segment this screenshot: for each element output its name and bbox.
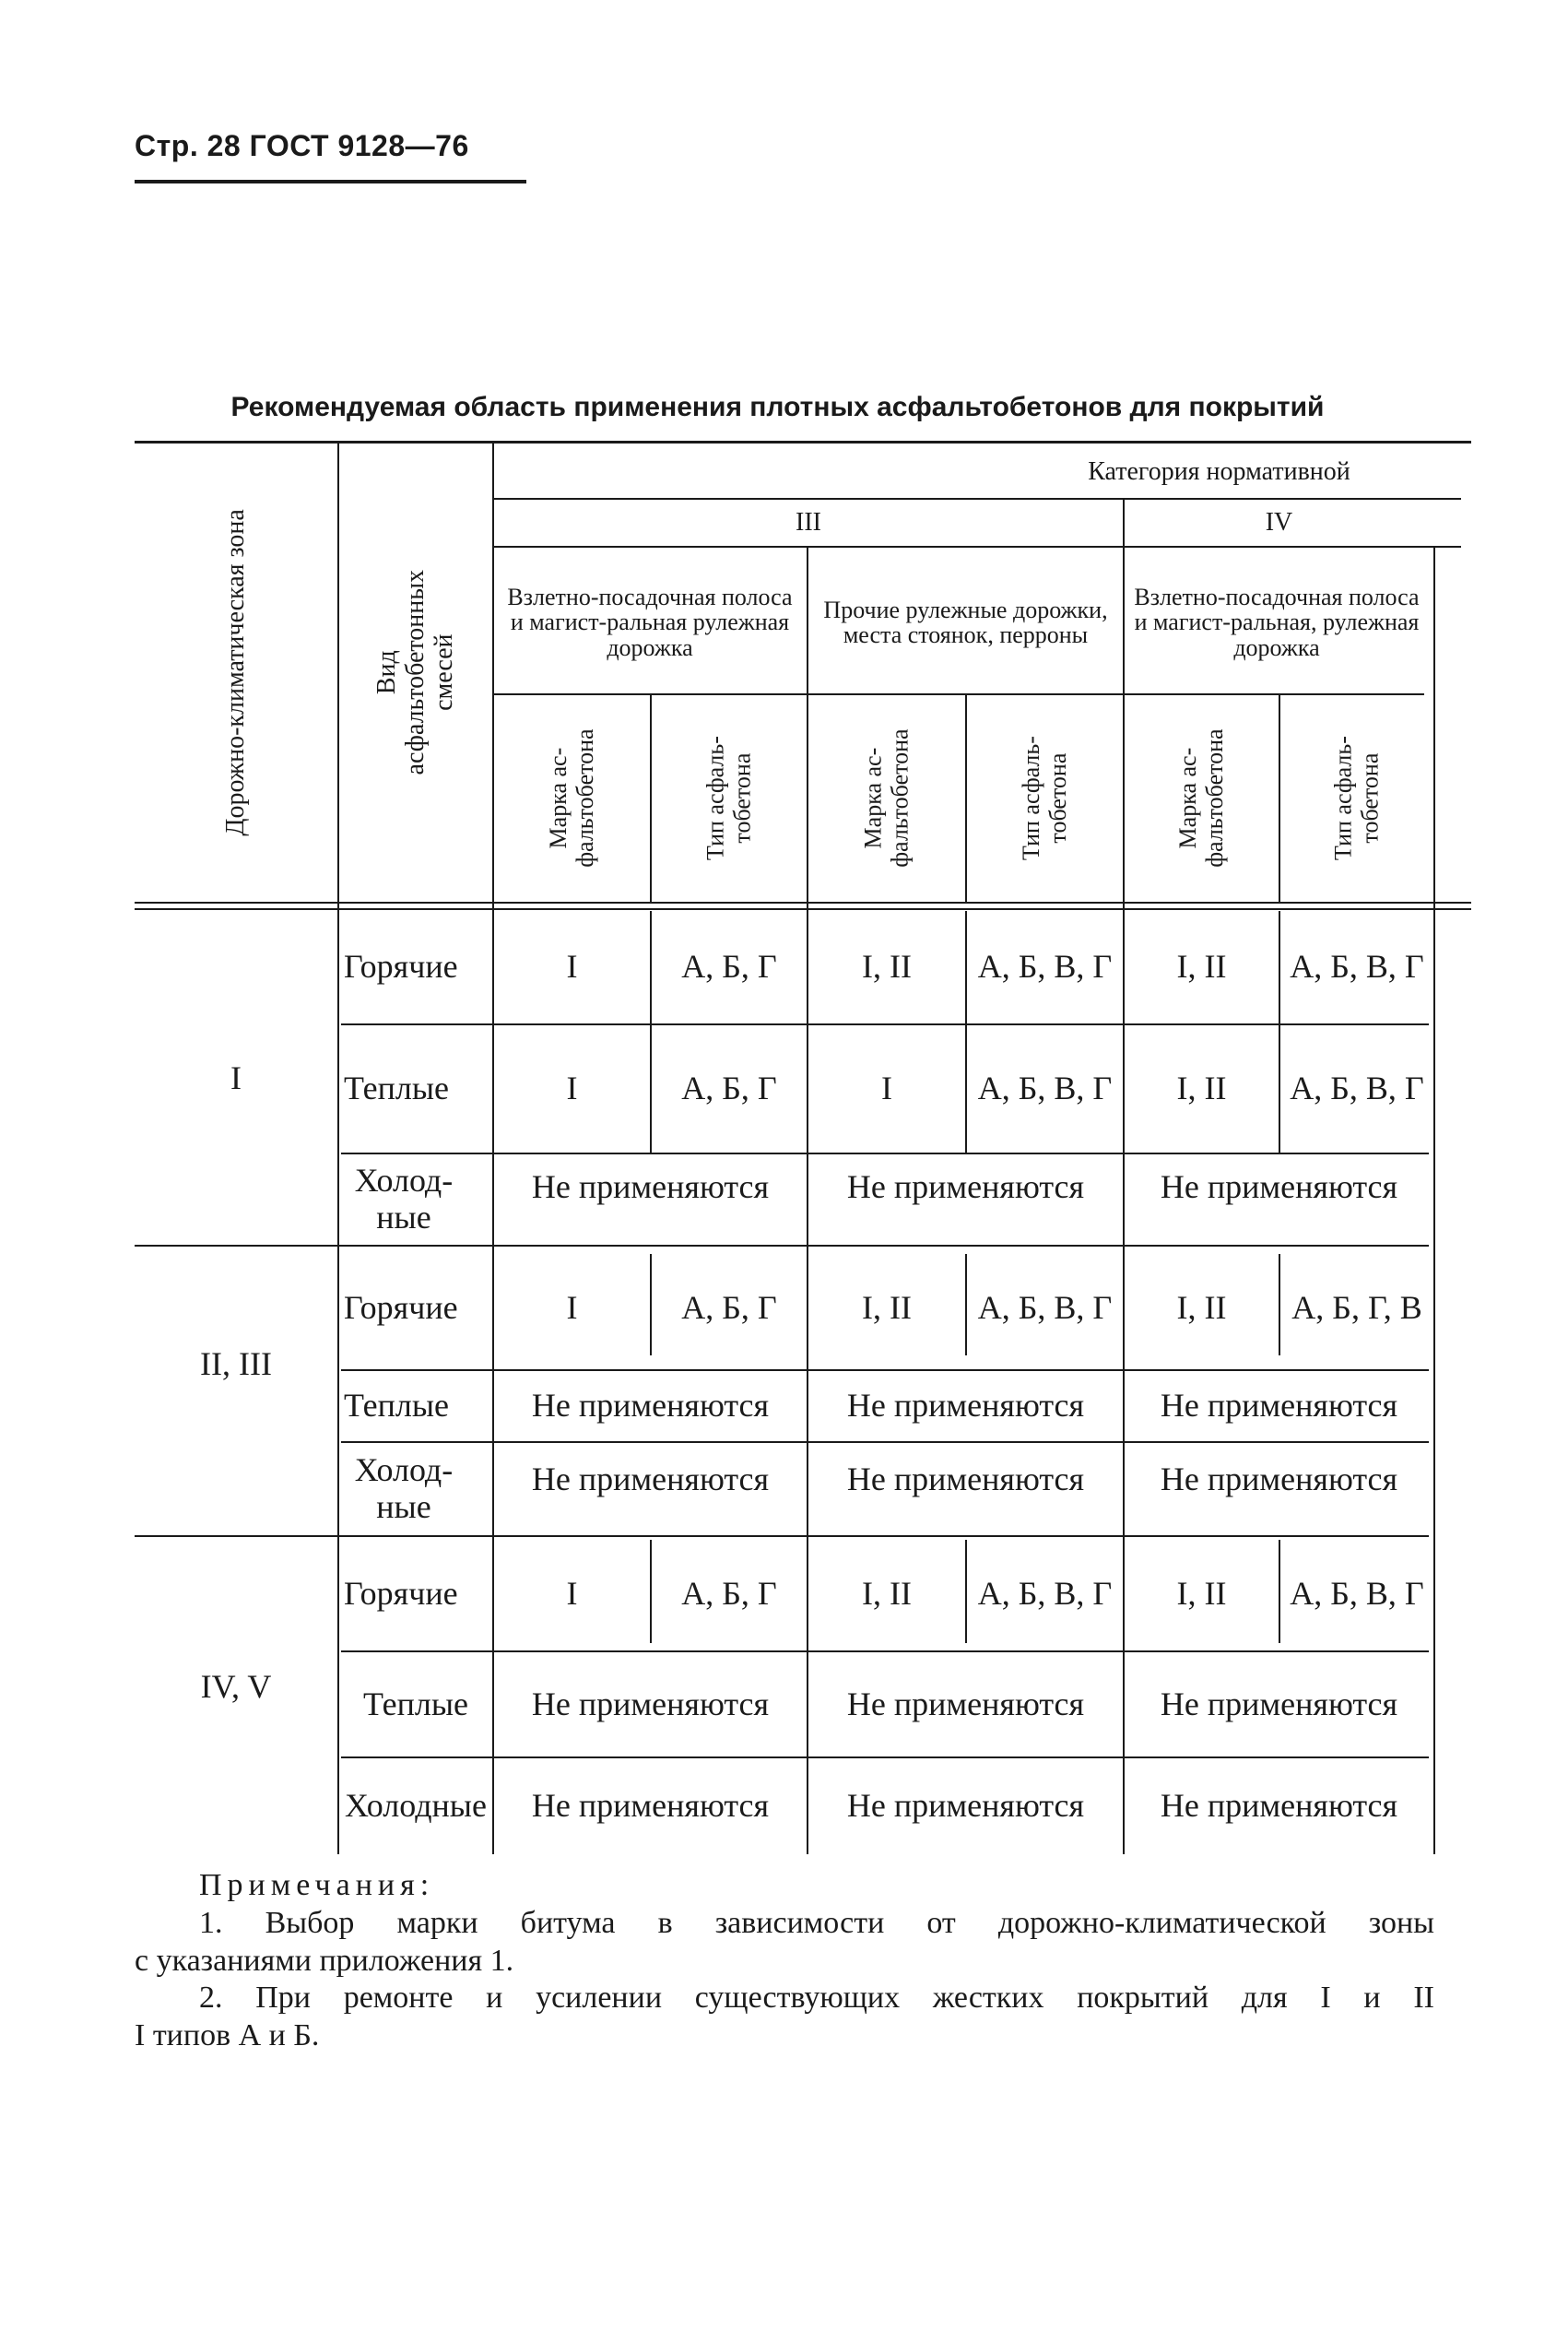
not-applied-cell: Не применяются	[531, 1787, 770, 1825]
zone-label: II, III	[200, 1345, 272, 1383]
mix-type-cell: Теплые	[344, 1070, 449, 1107]
not-applied-cell: Не применяются	[1160, 1685, 1398, 1722]
grade-cell: I	[881, 1070, 892, 1107]
note-2-line-2: I типов А и Б.	[135, 2018, 320, 2053]
not-applied-cell: Не применяются	[1160, 1387, 1398, 1425]
notes-heading: Примечания:	[199, 1868, 435, 1902]
type-cell: А, Б, Г, В	[1291, 1288, 1422, 1326]
type-cell: А, Б, Г	[681, 948, 777, 986]
mix-type-cell: Теплые	[344, 1387, 449, 1425]
mix-type-cell: Горячие	[344, 948, 458, 986]
grade-cell: I	[566, 1574, 578, 1612]
zone-label: IV, V	[200, 1668, 272, 1706]
grade-cell: I	[566, 948, 578, 986]
mix-type-cell: Горячие	[344, 1288, 458, 1326]
header-type: Тип асфаль-тобетона	[701, 736, 755, 861]
header-category-iii: III	[796, 507, 821, 537]
mix-type-cell: Холодные	[345, 1787, 487, 1825]
grade-cell: I, II	[1176, 1574, 1227, 1612]
grade-cell: I	[566, 1288, 578, 1326]
grade-cell: I, II	[862, 1574, 912, 1612]
rule-vertical	[1433, 548, 1435, 1854]
not-applied-cell: Не применяются	[531, 1461, 770, 1498]
header-other-iii: Прочие рулежные дорожки, места стоянок, перроны	[823, 596, 1108, 648]
type-cell: А, Б, В, Г	[1290, 948, 1424, 986]
not-applied-cell: Не применяются	[846, 1685, 1085, 1722]
zone-label: I	[230, 1059, 242, 1097]
not-applied-cell: Не применяются	[846, 1787, 1085, 1825]
not-applied-cell: Не применяются	[1160, 1168, 1398, 1206]
note-2-line-1: 2. При ремонте и усилении существующих жестких покрытий для I и II	[199, 1981, 1434, 2016]
grade-cell: I, II	[862, 1288, 912, 1326]
header-grade: Марка ас-фальтобетона	[859, 728, 913, 869]
grade-cell: I, II	[1176, 1070, 1227, 1107]
running-head: Стр. 28 ГОСТ 9128—76	[135, 129, 469, 162]
header-category-iv: IV	[1265, 507, 1293, 537]
note-1-line-2: с указаниями приложения 1.	[135, 1943, 514, 1978]
header-zone: Дорожно-климатическая зона	[220, 509, 250, 836]
header-mix-type: Вид асфальтобетонных смесей	[371, 570, 458, 775]
type-cell: А, Б, В, Г	[977, 948, 1113, 986]
not-applied-cell: Не применяются	[846, 1461, 1085, 1498]
mix-type-cell: Холод-ные	[354, 1451, 454, 1525]
not-applied-cell: Не применяются	[846, 1168, 1085, 1206]
table-title: Рекомендуемая область применения плотных асфальтобетонов для покрытий	[230, 392, 1325, 422]
mix-type-cell: Теплые	[363, 1685, 468, 1722]
header-grade: Марка ас-фальтобетона	[544, 728, 598, 869]
not-applied-cell: Не применяются	[531, 1387, 770, 1425]
header-runway-iv: Взлетно-посадочная полоса и магист-ральная, рулежная дорожка	[1134, 584, 1420, 661]
rule-header-bottom-1	[135, 902, 1471, 904]
type-cell: А, Б, В, Г	[977, 1288, 1113, 1326]
type-cell: А, Б, Г	[681, 1070, 777, 1107]
header-type: Тип асфаль-тобетона	[1329, 736, 1383, 861]
rule-subcategory	[493, 546, 1461, 548]
not-applied-cell: Не применяются	[846, 1387, 1085, 1425]
not-applied-cell: Не применяются	[1160, 1461, 1398, 1498]
not-applied-cell: Не применяются	[531, 1685, 770, 1722]
grade-cell: I, II	[1176, 948, 1227, 986]
header-rule	[135, 180, 526, 183]
rule-header-bottom-2	[135, 908, 1471, 910]
mix-type-cell: Горячие	[344, 1574, 458, 1612]
type-cell: А, Б, В, Г	[977, 1070, 1113, 1107]
type-cell: А, Б, Г	[681, 1574, 777, 1612]
grade-cell: I, II	[1176, 1288, 1227, 1326]
notes	[135, 1867, 1434, 2055]
header-category: Категория нормативной	[1088, 456, 1350, 486]
header-type: Тип асфаль-тобетона	[1017, 736, 1071, 861]
header-runway-iii: Взлетно-посадочная полоса и магист-ральная рулежная дорожка	[507, 584, 793, 661]
type-cell: А, Б, В, Г	[977, 1574, 1113, 1612]
type-cell: А, Б, Г	[681, 1288, 777, 1326]
note-1-line-1: 1. Выбор марки битума в зависимости от дорожно-климатической зоны	[199, 1905, 1434, 1940]
mix-type-cell: Холод-ные	[354, 1162, 454, 1236]
header-grade: Марка ас-фальтобетона	[1173, 728, 1228, 869]
grade-cell: I	[566, 1070, 578, 1107]
not-applied-cell: Не применяются	[1160, 1787, 1398, 1825]
type-cell: А, Б, В, Г	[1290, 1574, 1424, 1612]
type-cell: А, Б, В, Г	[1290, 1070, 1424, 1107]
not-applied-cell: Не применяются	[531, 1168, 770, 1206]
grade-cell: I, II	[862, 948, 912, 986]
